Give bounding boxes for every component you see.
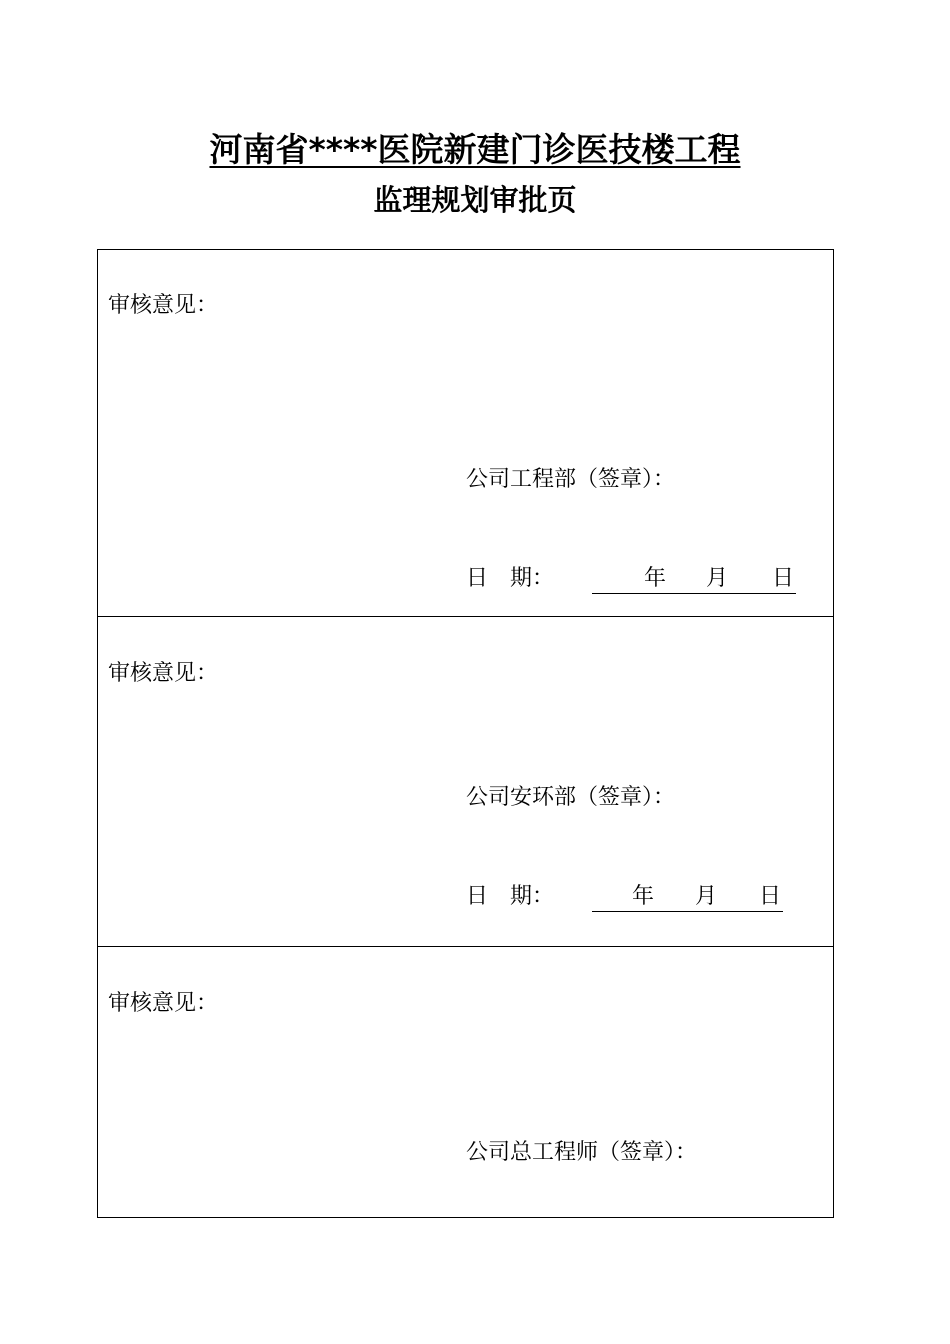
approval-section-engineering [98, 250, 833, 617]
date-label: 日 期： [466, 884, 555, 909]
approval-section-chief-engineer [98, 947, 833, 1218]
review-opinion-label: 审核意见： [108, 293, 219, 318]
date-underline [592, 565, 796, 594]
day-label: 日 [759, 884, 782, 909]
document-title [0, 128, 950, 172]
year-label: 年 [632, 884, 655, 909]
date-row [466, 883, 806, 911]
chief-engineer-signature-label: 公司总工程师（签章）： [466, 1140, 698, 1165]
year-label: 年 [644, 566, 667, 591]
month-label: 月 [695, 884, 718, 909]
date-label: 日 期： [466, 566, 555, 591]
review-opinion-label: 审核意见： [108, 661, 219, 686]
date-row [466, 565, 806, 593]
date-underline [592, 883, 783, 912]
engineering-dept-signature-label: 公司工程部（签章）： [466, 467, 676, 492]
approval-table [97, 249, 834, 1218]
document-title-text: 河南省****医院新建门诊医技楼工程 [209, 130, 741, 169]
document-subtitle: 监理规划审批页 [373, 183, 577, 217]
safety-environment-dept-signature-label: 公司安环部（签章）： [466, 785, 676, 810]
approval-section-safety-environment [98, 617, 833, 947]
month-label: 月 [706, 566, 729, 591]
day-label: 日 [772, 566, 795, 591]
review-opinion-label: 审核意见： [108, 991, 219, 1016]
